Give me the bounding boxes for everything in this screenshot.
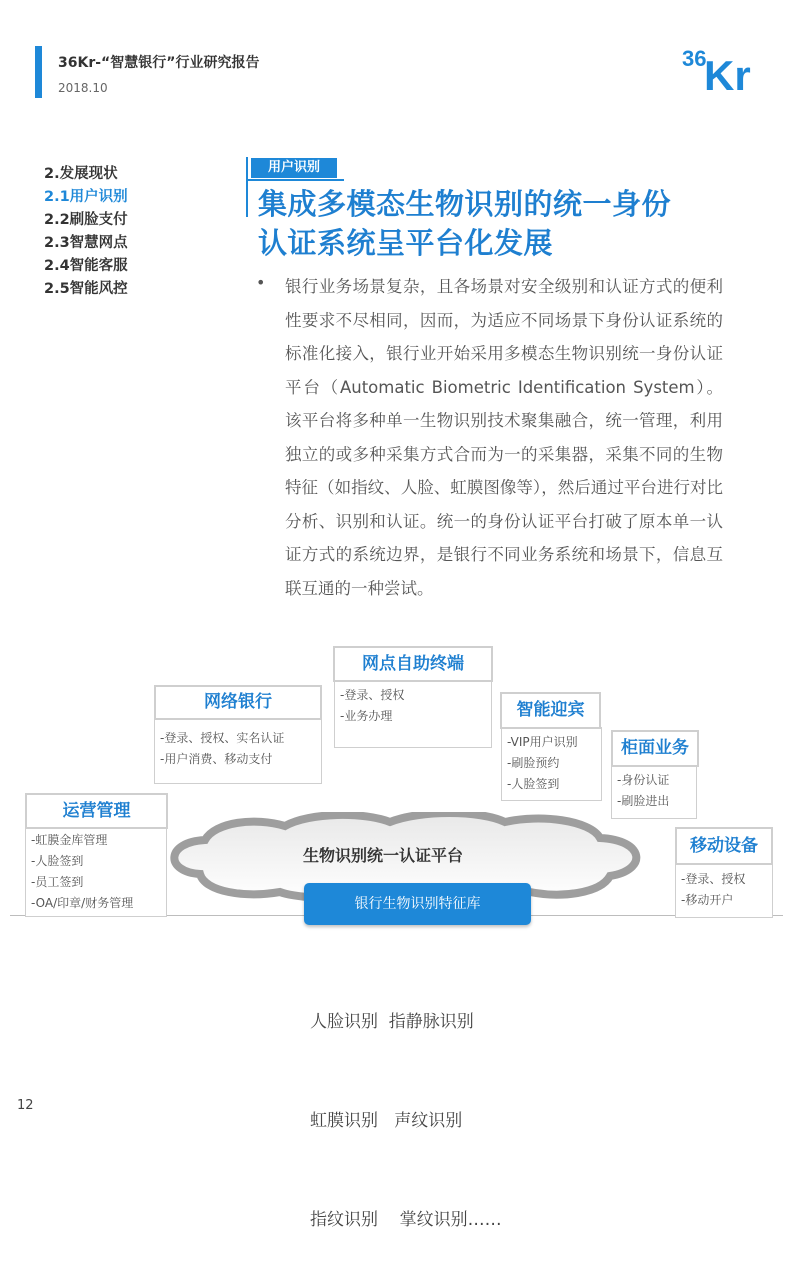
- branch-terminal-title: 网点自助终端: [333, 646, 493, 682]
- report-title: 36Kr-“智慧银行”行业研究报告: [58, 55, 260, 71]
- biometric-methods-line: 人脸识别 指静脉识别: [310, 1012, 474, 1032]
- body-paragraph: 银行业务场景复杂，且各场景对安全级别和认证方式的便利性要求不尽相同，因而，为适应不同场景下身份认证系统的标准化接入，银行业开始采用多模态生物识别统一身份认证平台（Automatic Biometric Identification System）。该平台将多种单一生物识别技术聚集融合，统一管理，利用独立的或多种采集方式合而为一的采集器，采集不同的生物特征（如指纹、人脸、虹膜图像等），然后通过平台进行对比分析、识别和认证。统一的身份认证平台打破了原本单一认证方式的系统边界，是银行不同业务系统和场景下，信息互联互通的一种尝试。: [285, 277, 723, 598]
- platform-label: 生物识别统一认证平台: [303, 846, 464, 865]
- section-title: [258, 185, 728, 263]
- sidebar-item-user-identification[interactable]: 2.1用户识别: [44, 189, 128, 205]
- branch-terminal-item: -业务办理: [340, 709, 393, 723]
- counter-business-item: -刷脸进出: [617, 794, 670, 808]
- page-number: 12: [17, 1098, 34, 1113]
- smart-greeting-title: 智能迎宾: [500, 692, 601, 729]
- svg-text:Kr: Kr: [704, 52, 751, 96]
- operations-item: -人脸签到: [31, 854, 84, 868]
- operations-title: 运营管理: [25, 793, 168, 829]
- report-date: 2018.10: [58, 81, 108, 95]
- operations-item: -员工签到: [31, 875, 84, 889]
- online-banking-title: 网络银行: [154, 685, 322, 720]
- biometric-methods-list: [310, 940, 502, 1270]
- logo-36kr-icon: [682, 40, 768, 96]
- sidebar-nav: [44, 163, 128, 301]
- section-bracket-horizontal: [246, 179, 344, 181]
- sidebar-item-risk-control[interactable]: 2.5智能风控: [44, 281, 128, 297]
- mobile-devices-box: [675, 864, 773, 918]
- feature-library-box: 银行生物识别特征库: [304, 883, 531, 925]
- smart-greeting-item: -人脸签到: [507, 777, 560, 791]
- counter-business-item: -身份认证: [617, 773, 670, 787]
- section-bracket-vertical: [246, 157, 248, 217]
- section-tag: 用户识别: [251, 158, 337, 178]
- biometric-methods-line: 指纹识别 掌纹识别……: [310, 1210, 502, 1230]
- header-accent-bar: [35, 46, 42, 98]
- sidebar-item-development[interactable]: 2.发展现状: [44, 166, 118, 182]
- mobile-devices-title: 移动设备: [675, 827, 773, 865]
- smart-greeting-item: -刷脸预约: [507, 756, 560, 770]
- online-banking-item: -用户消费、移动支付: [160, 752, 273, 766]
- smart-greeting-box: [501, 727, 602, 801]
- operations-box: [25, 827, 167, 917]
- smart-greeting-item: -VIP用户识别: [507, 735, 578, 749]
- mobile-devices-item: -移动开户: [681, 893, 734, 907]
- online-banking-box: [154, 718, 322, 784]
- counter-business-box: [611, 765, 697, 819]
- online-banking-item: -登录、授权、实名认证: [160, 731, 285, 745]
- sidebar-item-smart-service[interactable]: 2.4智能客服: [44, 258, 128, 274]
- biometric-methods-line: 虹膜识别 声纹识别: [310, 1111, 463, 1131]
- branch-terminal-box: [334, 680, 492, 748]
- svg-text:36: 36: [682, 46, 707, 71]
- section-title-line-2: 认证系统呈平台化发展: [258, 226, 554, 260]
- operations-item: -OA/印章/财务管理: [31, 896, 134, 910]
- mobile-devices-item: -登录、授权: [681, 872, 746, 886]
- bullet-point: •: [256, 273, 266, 292]
- branch-terminal-item: -登录、授权: [340, 688, 405, 702]
- operations-item: -虹膜金库管理: [31, 833, 108, 847]
- sidebar-item-smart-branch[interactable]: 2.3智慧网点: [44, 235, 128, 251]
- section-title-line-1: 集成多模态生物识别的统一身份: [258, 187, 672, 221]
- counter-business-title: 柜面业务: [611, 730, 699, 767]
- sidebar-item-face-payment[interactable]: 2.2刷脸支付: [44, 212, 128, 228]
